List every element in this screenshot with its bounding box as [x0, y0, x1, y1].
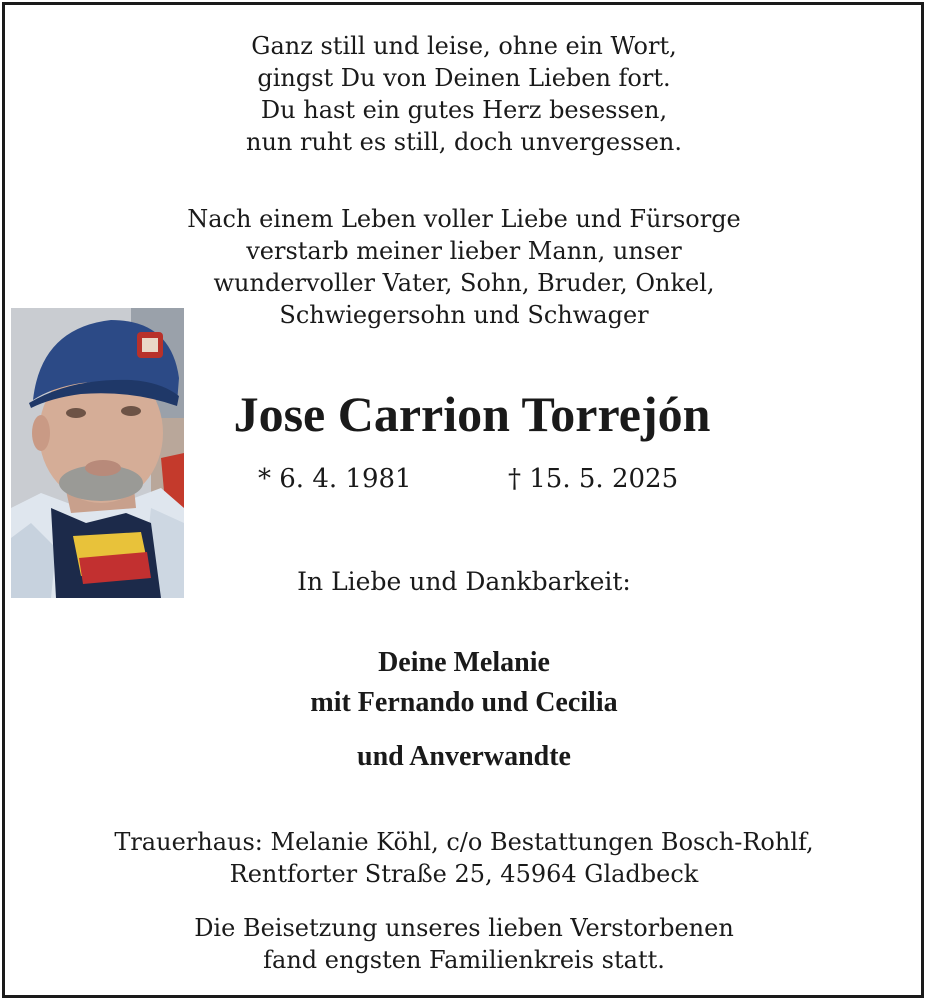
intro-line: Nach einem Leben voller Liebe und Fürsorge — [187, 205, 741, 233]
intro-line: Schwiegersohn und Schwager — [279, 301, 649, 329]
intro-line: verstarb meiner lieber Mann, unser — [246, 237, 682, 265]
house-line: Rentforter Straße 25, 45964 Gladbeck — [229, 860, 699, 888]
poem-line: Du hast ein gutes Herz besessen, — [260, 96, 668, 124]
thanks-line: In Liebe und Dankbarkeit: — [297, 567, 631, 596]
mourner-line: Deine Melanie — [378, 647, 550, 678]
death-date: † 15. 5. 2025 — [508, 464, 679, 494]
intro-line: wundervoller Vater, Sohn, Bruder, Onkel, — [213, 269, 715, 297]
mourner-line: mit Fernando und Cecilia — [310, 687, 618, 718]
mourning-house — [0, 826, 928, 890]
poem-line: nun ruht es still, doch unvergessen. — [245, 128, 683, 156]
mourners — [0, 643, 928, 777]
burial-line: Die Beisetzung unseres lieben Verstorbenen — [194, 914, 734, 942]
poem-line: Ganz still und leise, ohne ein Wort, — [251, 32, 677, 60]
poem — [0, 30, 928, 158]
house-line: Trauerhaus: Melanie Köhl, c/o Bestattungen Bosch-Rohlf, — [114, 828, 814, 856]
portrait-photo — [11, 308, 184, 598]
burial-note — [0, 912, 928, 976]
mourner-line: und Anverwandte — [357, 741, 571, 772]
poem-line: gingst Du von Deinen Lieben fort. — [257, 64, 671, 92]
birth-date: * 6. 4. 1981 — [258, 464, 412, 494]
deceased-name: Jose Carrion Torrejón — [233, 386, 711, 442]
burial-line: fand engsten Familienkreis statt. — [263, 946, 665, 974]
